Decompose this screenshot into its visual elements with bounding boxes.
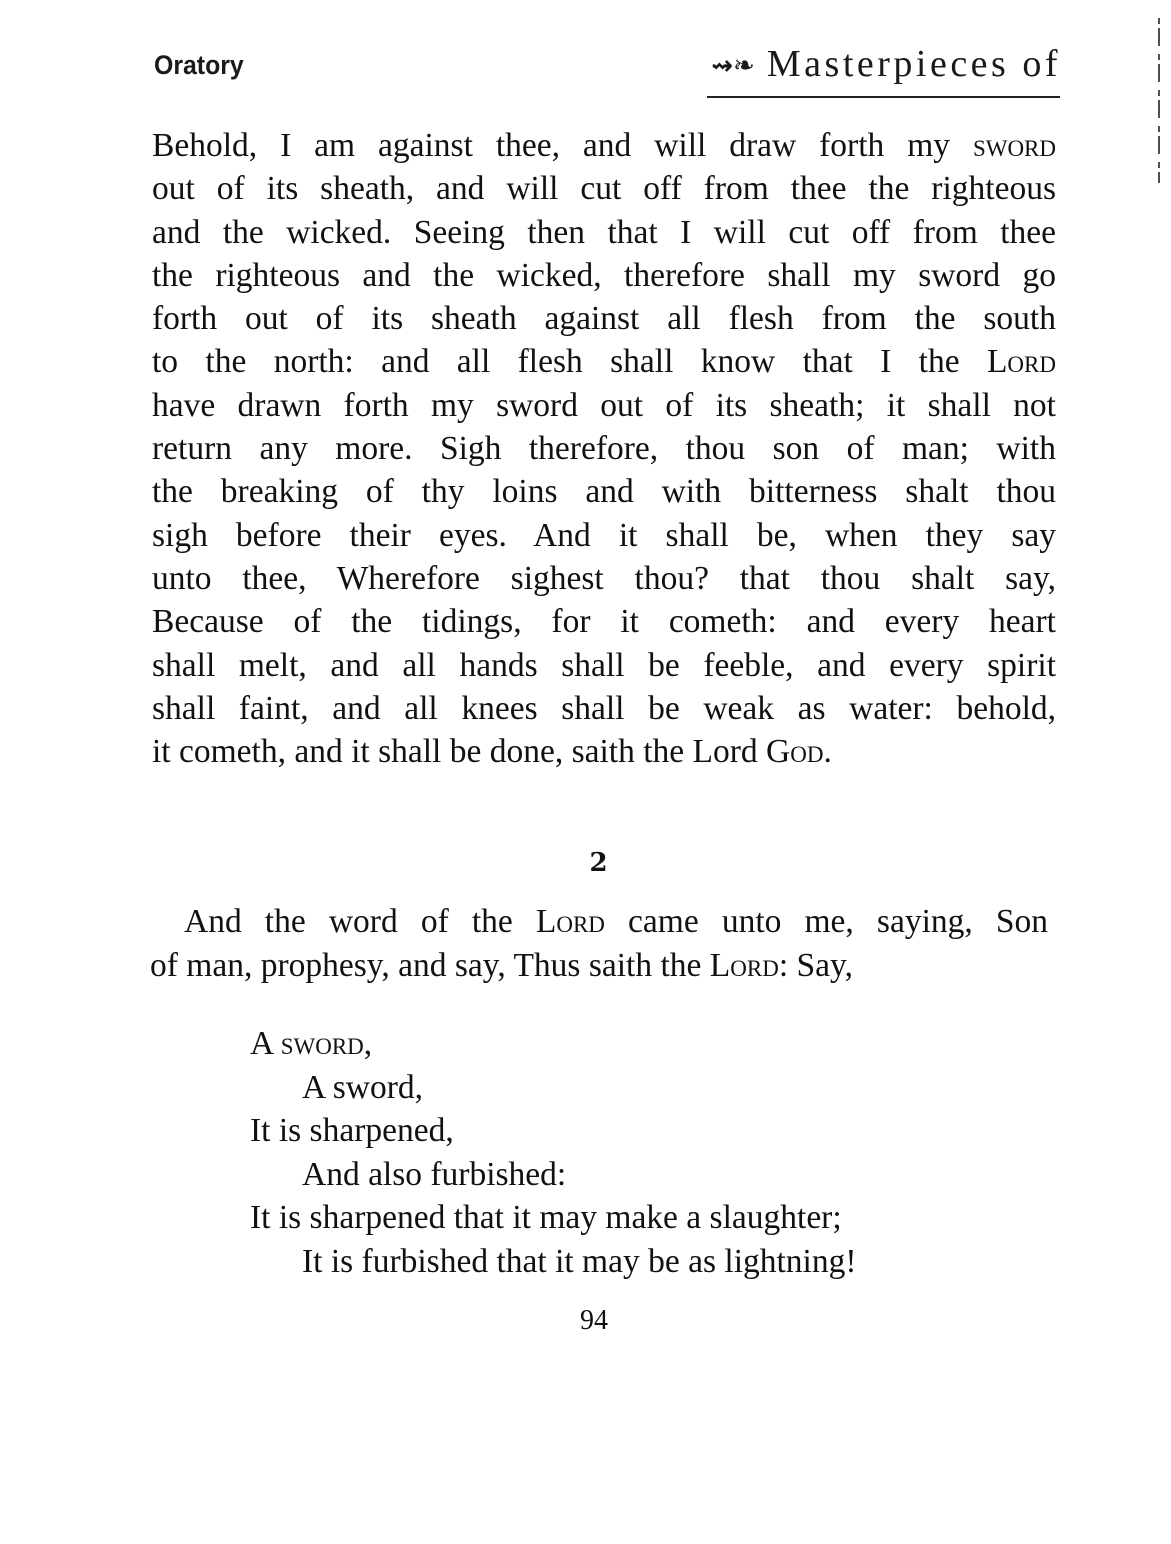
series-title: Masterpieces of <box>766 43 1061 85</box>
text-line: the breaking of thy loins and with bitterness shalt thou <box>152 473 1056 511</box>
margin-scan-line <box>1158 18 1160 183</box>
text-line: of man, prophesy, and say, Thus saith the Lord: Say, <box>150 947 853 984</box>
text-line: the righteous and the wicked, therefore shall my sword go <box>152 256 1056 294</box>
small-caps-word: Lord <box>535 903 605 940</box>
small-caps-word: Lord <box>986 343 1056 381</box>
fleuron-arrow-icon: ⇝❧ <box>711 51 755 81</box>
verse-line: A sword, <box>250 1025 373 1062</box>
small-caps-word: sword <box>280 1025 364 1062</box>
verse-block <box>250 1022 857 1283</box>
text-line: return any more. Sigh therefore, thou son of man; with <box>152 430 1056 468</box>
text-line: out of its sheath, and will cut off from thee the righteous <box>152 170 1056 208</box>
text-line: unto thee, Wherefore sighest thou? that thou shalt say, <box>152 559 1056 597</box>
text-line: and the wicked. Seeing then that I will cut off from thee <box>152 213 1056 251</box>
verse-line: It is furbished that it may be as lightning! <box>302 1242 857 1280</box>
verse-line: And also furbished: <box>302 1155 567 1193</box>
verse-line: It is sharpened that it may make a slaughter; <box>250 1199 842 1236</box>
text-line: it cometh, and it shall be done, saith the Lord God. <box>152 733 832 771</box>
text-line: And the word of the Lord came unto me, saying, Son <box>184 903 1048 940</box>
running-head-title <box>711 42 1061 86</box>
small-caps-word: sword <box>972 127 1056 164</box>
text-line: sigh before their eyes. And it shall be, when they say <box>152 516 1056 554</box>
text-line: forth out of its sheath against all flesh from the south <box>152 300 1056 338</box>
text-line: Behold, I am against thee, and will draw forth my sword <box>152 127 1056 164</box>
section-number: 2 <box>589 848 608 878</box>
text-line: shall faint, and all knees shall be weak as water: behold, <box>152 689 1056 727</box>
running-head-section: Oratory <box>154 50 244 80</box>
header-rule <box>707 96 1060 98</box>
verse-line: A sword, <box>302 1068 423 1106</box>
text-line: shall melt, and all hands shall be feeble, and every spirit <box>152 646 1056 684</box>
text-line: have drawn forth my sword out of its sheath; it shall not <box>152 386 1056 424</box>
passage-1 <box>152 124 1056 773</box>
passage-2 <box>150 900 1048 988</box>
text-line: to the north: and all flesh shall know that I the Lord <box>152 343 1056 381</box>
verse-line: It is sharpened, <box>250 1112 454 1149</box>
small-caps-word: God <box>766 733 824 771</box>
text-line: Because of the tidings, for it cometh: and every heart <box>152 603 1056 641</box>
small-caps-word: Lord <box>709 947 779 984</box>
page-number: 94 <box>580 1305 608 1336</box>
